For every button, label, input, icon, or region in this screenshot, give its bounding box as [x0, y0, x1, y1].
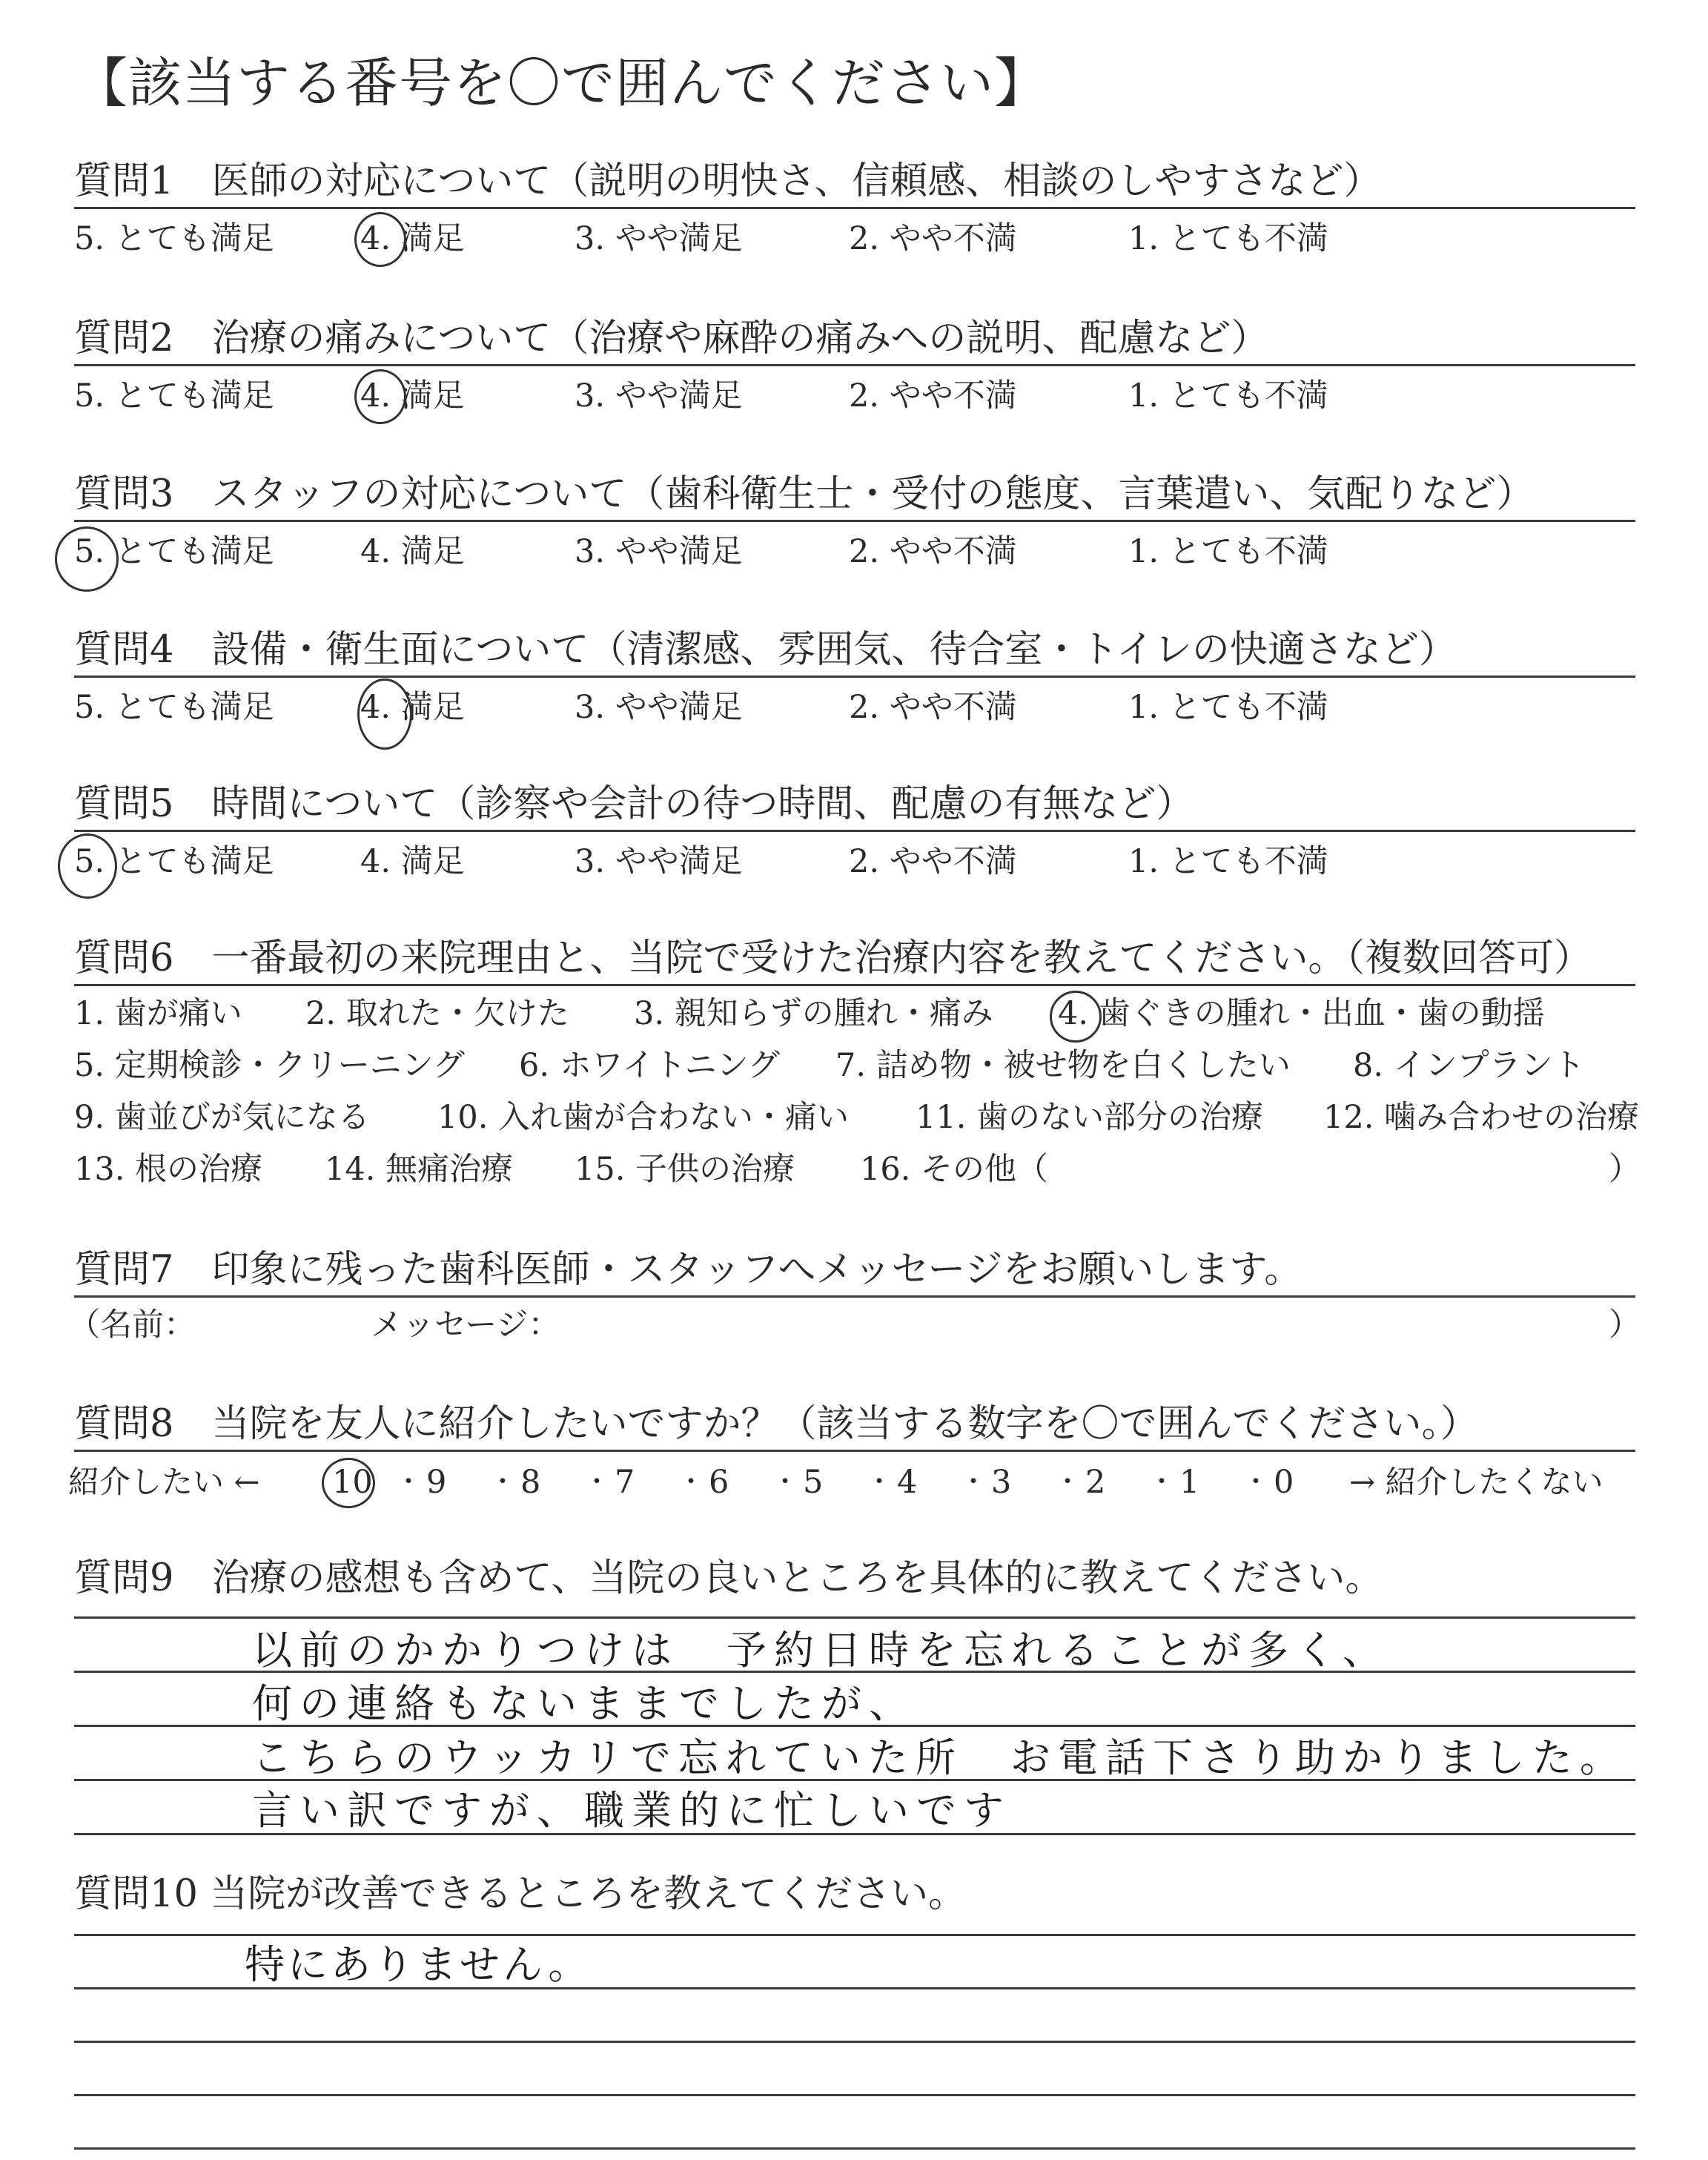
- q6-option-1[interactable]: 1. 歯が痛い: [74, 995, 242, 1032]
- selection-circle: [55, 526, 119, 592]
- q2-option-4[interactable]: 4. 満足: [360, 377, 465, 415]
- divider: [74, 830, 1635, 832]
- q3-option-3[interactable]: 3. やや満足: [575, 533, 743, 570]
- score-6[interactable]: 6: [709, 1464, 729, 1501]
- selection-circle: [1050, 991, 1102, 1043]
- q5-option-1[interactable]: 1. とても不満: [1128, 843, 1328, 880]
- score-3[interactable]: 3: [991, 1464, 1012, 1501]
- q2-option-1[interactable]: 1. とても不満: [1128, 377, 1328, 415]
- q6-option-11[interactable]: 11. 歯のない部分の治療: [916, 1099, 1264, 1136]
- divider: [74, 1295, 1635, 1298]
- q4-option-1[interactable]: 1. とても不満: [1128, 689, 1328, 726]
- q5-option-5[interactable]: 5. とても満足: [74, 843, 274, 880]
- selection-circle: [354, 212, 406, 267]
- q6-option-3[interactable]: 3. 親知らずの腫れ・痛み: [634, 995, 993, 1032]
- q2-option-5[interactable]: 5. とても満足: [74, 377, 274, 415]
- q3-option-2[interactable]: 2. やや不満: [849, 533, 1017, 570]
- q6-option-2[interactable]: 2. 取れた・欠けた: [305, 995, 569, 1032]
- q3-option-5[interactable]: 5. とても満足: [74, 533, 274, 570]
- divider: [74, 520, 1635, 522]
- write-line: [74, 1934, 1635, 1936]
- divider: [74, 676, 1635, 678]
- q6-option-15[interactable]: 15. 子供の治療: [575, 1151, 795, 1188]
- q9-handwriting-line: 言い訳ですが、職業的に忙しいです: [252, 1787, 1011, 1834]
- score-9[interactable]: 9: [426, 1464, 447, 1501]
- scale-separator: ・: [1148, 1467, 1176, 1497]
- q6-option-14[interactable]: 14. 無痛治療: [325, 1151, 514, 1188]
- q3-option-4[interactable]: 4. 満足: [360, 533, 465, 570]
- q8-right-label: → 紹介したくない: [1349, 1464, 1603, 1500]
- q3-option-1[interactable]: 1. とても不満: [1128, 533, 1328, 570]
- score-8[interactable]: 8: [520, 1464, 541, 1501]
- write-line: [74, 2041, 1635, 2043]
- q6-option-5[interactable]: 5. 定期検診・クリーニング: [74, 1047, 465, 1084]
- scale-separator: ・: [960, 1467, 987, 1497]
- question-3-title: 質問3 スタッフの対応について（歯科衛生士・受付の態度、言葉遣い、気配りなど）: [74, 472, 1535, 516]
- q6-option-13[interactable]: 13. 根の治療: [74, 1151, 263, 1188]
- write-line: [74, 2094, 1635, 2096]
- q6-other-close-paren: ）: [1609, 1151, 1641, 1188]
- divider: [74, 364, 1635, 366]
- scale-separator: ・: [1054, 1467, 1082, 1497]
- q7-name-label: （名前：: [68, 1307, 196, 1344]
- q4-option-4[interactable]: 4. 満足: [360, 689, 465, 726]
- score-5[interactable]: 5: [803, 1464, 824, 1501]
- q1-option-1[interactable]: 1. とても不満: [1128, 220, 1328, 257]
- q4-option-2[interactable]: 2. やや不満: [849, 689, 1017, 726]
- score-2[interactable]: 2: [1085, 1464, 1106, 1501]
- q7-message-label: メッセージ：: [371, 1307, 560, 1344]
- question-6-title: 質問6 一番最初の来院理由と、当院で受けた治療内容を教えてください。（複数回答可）: [74, 937, 1592, 980]
- score-1[interactable]: 1: [1179, 1464, 1200, 1501]
- scale-separator: ・: [772, 1467, 799, 1497]
- q9-handwriting-line: 以前のかかりつけは 予約日時を忘れることが多く、: [252, 1627, 1390, 1674]
- q5-option-4[interactable]: 4. 満足: [360, 843, 465, 880]
- score-7[interactable]: 7: [615, 1464, 635, 1501]
- selection-circle: [322, 1458, 375, 1508]
- divider: [74, 1450, 1635, 1452]
- q6-option-16[interactable]: 16. その他（: [860, 1151, 1049, 1188]
- scale-separator: ・: [678, 1467, 705, 1497]
- q6-option-6[interactable]: 6. ホワイトニング: [519, 1047, 780, 1084]
- q7-close-paren: ）: [1609, 1307, 1641, 1344]
- score-10[interactable]: 10: [332, 1464, 373, 1501]
- score-4[interactable]: 4: [897, 1464, 918, 1501]
- q6-option-12[interactable]: 12. 噛み合わせの治療: [1323, 1099, 1640, 1136]
- q2-option-3[interactable]: 3. やや満足: [575, 377, 743, 415]
- scale-separator: ・: [395, 1467, 423, 1497]
- question-4-title: 質問4 設備・衛生面について（清潔感、雰囲気、待合室・トイレの快適さなど）: [74, 628, 1457, 672]
- write-line: [74, 2147, 1635, 2150]
- divider: [74, 207, 1635, 209]
- selection-circle: [58, 833, 117, 899]
- q6-option-10[interactable]: 10. 入れ歯が合わない・痛い: [437, 1099, 850, 1136]
- q10-handwriting: 特にありません。: [245, 1941, 592, 1988]
- q6-option-8[interactable]: 8. インプラント: [1353, 1047, 1585, 1084]
- scale-separator: ・: [1242, 1467, 1270, 1497]
- q4-option-5[interactable]: 5. とても満足: [74, 689, 274, 726]
- q1-option-4[interactable]: 4. 満足: [360, 220, 465, 257]
- selection-circle: [354, 369, 406, 424]
- q5-option-3[interactable]: 3. やや満足: [575, 843, 743, 880]
- divider: [74, 984, 1635, 986]
- write-line: [74, 1616, 1635, 1619]
- question-5-title: 質問5 時間について（診察や会計の待つ時間、配慮の有無など）: [74, 782, 1194, 826]
- q1-option-2[interactable]: 2. やや不満: [849, 220, 1017, 257]
- question-7-title: 質問7 印象に残った歯科医師・スタッフへメッセージをお願いします。: [74, 1248, 1302, 1292]
- scale-separator: ・: [583, 1467, 611, 1497]
- page-heading: 【該当する番号を〇で囲んでください】: [74, 52, 1049, 114]
- question-2-title: 質問2 治療の痛みについて（治療や麻酔の痛みへの説明、配慮など）: [74, 317, 1269, 360]
- question-8-title: 質問8 当院を友人に紹介したいですか？（該当する数字を〇で囲んでください。）: [74, 1402, 1478, 1446]
- q2-option-2[interactable]: 2. やや不満: [849, 377, 1017, 415]
- q9-handwriting-line: こちらのウッカリで忘れていた所 お電話下さり助かりました。: [252, 1734, 1627, 1781]
- q9-handwriting-line: 何の連絡もないままでしたが、: [252, 1680, 916, 1727]
- q4-option-3[interactable]: 3. やや満足: [575, 689, 743, 726]
- score-0[interactable]: 0: [1274, 1464, 1294, 1501]
- scale-separator: ・: [866, 1467, 893, 1497]
- q1-option-3[interactable]: 3. やや満足: [575, 220, 743, 257]
- q6-option-4[interactable]: 4. 歯ぐきの腫れ・出血・歯の動揺: [1058, 995, 1545, 1032]
- q8-left-label: 紹介したい ←: [68, 1464, 260, 1500]
- scale-separator: ・: [489, 1467, 517, 1497]
- q6-option-9[interactable]: 9. 歯並びが気になる: [74, 1099, 370, 1136]
- question-1-title: 質問1 医師の対応について（説明の明快さ、信頼感、相談のしやすさなど）: [74, 159, 1382, 203]
- question-10-title: 質問10 当院が改善できるところを教えてください。: [74, 1872, 967, 1916]
- selection-circle: [357, 678, 412, 750]
- q1-option-5[interactable]: 5. とても満足: [74, 220, 274, 257]
- q5-option-2[interactable]: 2. やや不満: [849, 843, 1017, 880]
- q6-option-7[interactable]: 7. 詰め物・被せ物を白くしたい: [835, 1047, 1291, 1084]
- question-9-title: 質問9 治療の感想も含めて、当院の良いところを具体的に教えてください。: [74, 1556, 1383, 1600]
